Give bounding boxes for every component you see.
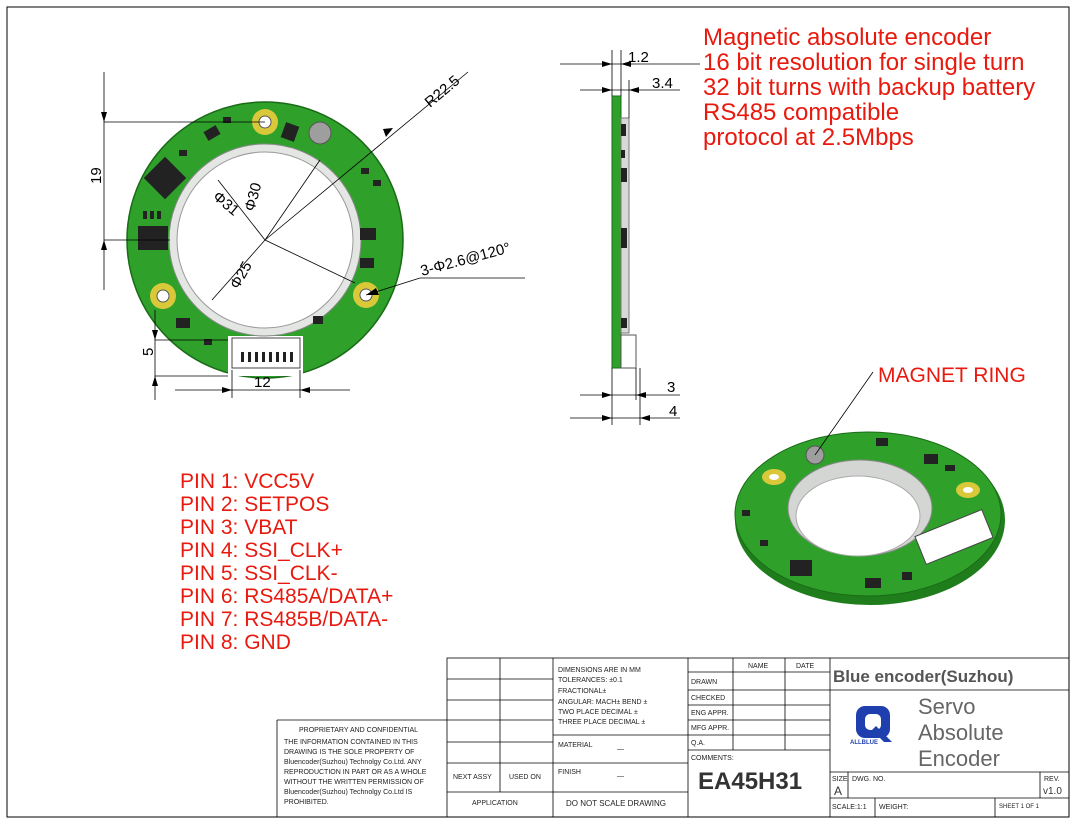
finish-value: — [617,773,624,780]
drawn-label: DRAWN [691,679,718,686]
size-value: A [834,784,843,798]
prop-line: PROHIBITED. [284,799,329,806]
prop-line: DRAWING IS THE SOLE PROPERTY OF [284,749,415,756]
material-value: — [617,746,624,753]
spec-line: protocol at 2.5Mbps [703,124,914,151]
pin-item: PIN 8: GND [180,631,291,654]
spec-line: RS485 compatible [703,99,900,126]
date-label: DATE [796,663,815,670]
dim-r22: R22.5 [421,72,464,112]
rev-value: v1.0 [1043,786,1062,797]
scale-label: SCALE:1:1 [832,804,867,811]
dim-19: 19 [88,167,105,184]
checked-label: CHECKED [691,695,726,702]
company-logo [856,706,892,742]
angular: ANGULAR: MACH± BEND ± [558,699,648,706]
pin-item: PIN 7: RS485B/DATA- [180,608,389,631]
two-place: TWO PLACE DECIMAL ± [558,709,638,716]
pin-item: PIN 2: SETPOS [180,493,330,516]
product-line: Encoder [918,746,1000,771]
product-line: Absolute [918,720,1004,745]
material-label: MATERIAL [558,742,593,749]
logo-text: ALLBLUE [850,740,878,746]
dim-holes: 3-Φ2.6@120° [418,239,513,280]
prop-line: Bluencoder(Suzhou) Technolgy Co.Ltd. ANY [284,759,422,766]
sheet-label: SHEET 1 OF 1 [999,804,1039,810]
used-on-label: USED ON [509,774,541,781]
pin-list [180,470,393,654]
iso-ring-inner [796,476,920,556]
prop-line: REPRODUCTION IN PART OR AS A WHOLE [284,769,427,776]
side-view [560,49,700,425]
qa-label: Q.A. [691,740,706,747]
weight-label: WEIGHT: [879,804,909,811]
size-label: SIZE [832,776,848,783]
three-place: THREE PLACE DECIMAL ± [558,719,646,726]
tolerances: TOLERANCES: ±0.1 [558,677,623,684]
pin-item: PIN 4: SSI_CLK+ [180,539,343,562]
product-line: Servo [918,694,976,719]
front-view [88,72,525,400]
pin-item: PIN 3: VBAT [180,516,298,539]
product-title [918,694,1004,772]
spec-list [703,25,1035,150]
dim-d30: Φ30 [241,180,266,214]
spec-line: Magnetic absolute encoder [703,24,992,51]
dim-4: 4 [669,403,678,420]
name-label: NAME [748,663,769,670]
company-name: Blue encoder(Suzhou) [833,667,1014,686]
dim-1-2: 1.2 [628,49,649,66]
prop-line: THE INFORMATION CONTAINED IN THIS [284,739,418,746]
dim-d25: Φ25 [226,258,256,292]
iso-view [735,372,1005,605]
mfg-appr-label: MFG APPR. [691,725,730,732]
pin-item: PIN 5: SSI_CLK- [180,562,338,585]
pin-item: PIN 6: RS485A/DATA+ [180,585,394,608]
dim-5: 5 [140,347,157,356]
finish-label: FINISH [558,769,581,776]
application-label: APPLICATION [472,800,518,807]
comments-label: COMMENTS: [691,755,734,762]
side-connector [621,335,636,368]
dims-note: DIMENSIONS ARE IN MM [558,667,641,674]
eng-appr-label: ENG APPR. [691,710,729,717]
side-dim-lines [560,50,700,425]
no-scale-label: DO NOT SCALE DRAWING [566,799,667,808]
prop-line: WITHOUT THE WRITTEN PERMISSION OF [284,779,424,786]
fractional: FRACTIONAL± [558,688,607,695]
dim-d31: Φ31 [209,188,243,220]
side-pcb [612,96,621,368]
spec-line: 32 bit turns with backup battery [703,74,1036,101]
spec-line: 16 bit resolution for single turn [703,49,1025,76]
next-assy-label: NEXT ASSY [453,774,492,781]
part-number: EA45H31 [698,768,803,795]
dim-12: 12 [254,374,271,391]
pin-item: PIN 1: VCC5V [180,470,315,493]
dwg-no-label: DWG. NO. [852,776,886,783]
dim-3: 3 [667,379,676,396]
dim-3-4: 3.4 [652,75,673,92]
sensor-boss [309,122,331,144]
magnet-ring-label: MAGNET RING [878,364,1026,387]
rev-label: REV. [1044,776,1060,783]
prop-title: PROPRIETARY AND CONFIDENTIAL [299,727,419,734]
prop-line: Bluencoder(Suzhou) Technolgy Co.Ltd IS [284,789,413,796]
